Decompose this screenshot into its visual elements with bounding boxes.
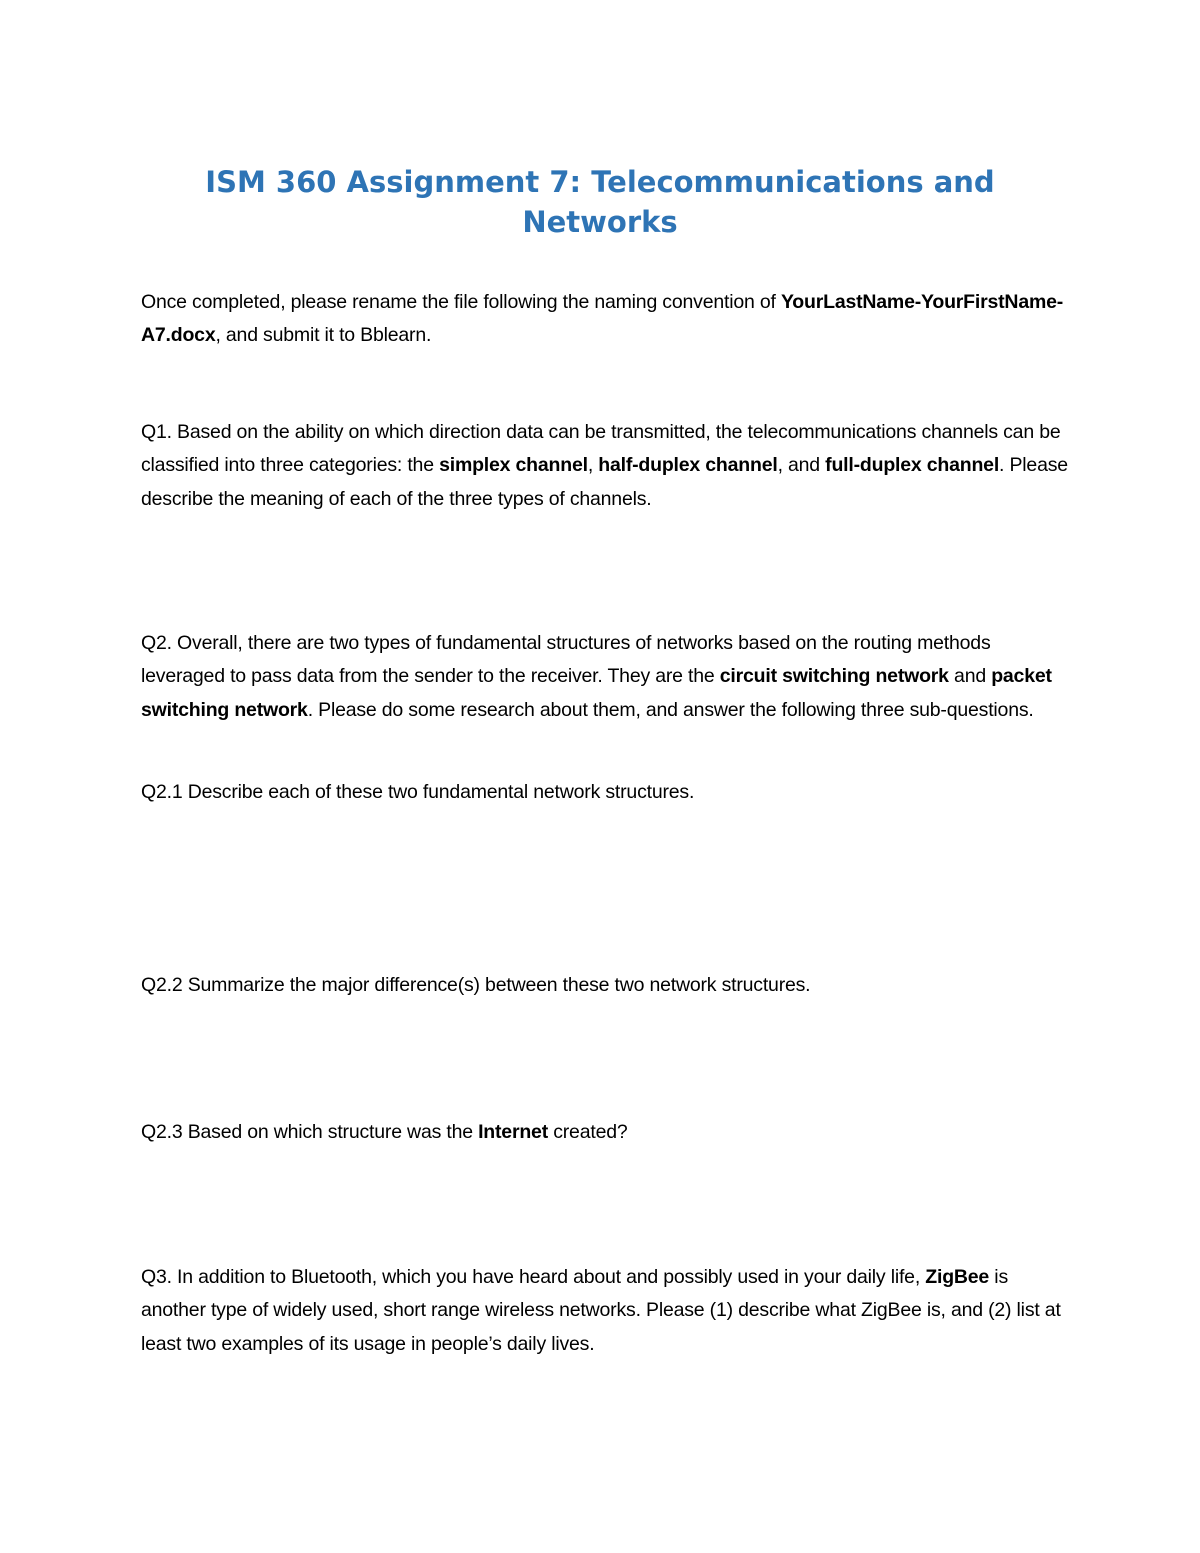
question-2 [141, 627, 1071, 727]
q2-text-1: Q2. Overall, there are two types of fundamental structures of networks based on the routing methods leveraged to pass data from the sender to the receiver. They are the [141, 632, 991, 688]
file-name-convention: YourLastName-YourFirstName-A7.docx [141, 291, 1064, 347]
intro-text-2: , and submit it to Bblearn. [215, 324, 432, 347]
question-3 [141, 1261, 1071, 1361]
intro-paragraph [141, 286, 1071, 353]
q3-term-zigbee: ZigBee [925, 1266, 990, 1288]
q1-text-4: . Please describe the meaning of each of the three types of channels. [141, 454, 1068, 510]
q3-text-2: is another type of widely used, short range wireless networks. Please (1) describe what ZigBee is, and (2) list at least two examples of its usage in people’s daily lives. [141, 1266, 1061, 1355]
document-title [100, 162, 1100, 242]
q1-term-half-duplex: half-duplex channel [598, 454, 778, 477]
q1-text-2: , [587, 454, 599, 477]
q1-text-1: Q1. Based on the ability on which direction data can be transmitted, the telecommunications channels can be classified into three categories: the [141, 421, 1061, 477]
question-2-3 [141, 1116, 1071, 1149]
q23-term-internet: Internet [478, 1121, 548, 1143]
question-1 [141, 416, 1071, 516]
q2-term-circuit: circuit switching network [719, 665, 949, 688]
title-line-2: Networks [522, 205, 678, 239]
title-line-1: ISM 360 Assignment 7: Telecommunications and [205, 165, 995, 199]
intro-text-1: Once completed, please rename the file following the naming convention of [141, 291, 781, 313]
q1-term-simplex: simplex channel [439, 454, 588, 477]
q23-text-2: created? [548, 1121, 628, 1143]
question-2-2: Q2.2 Summarize the major difference(s) between these two network structures. [141, 974, 811, 996]
q3-text-1: Q3. In addition to Bluetooth, which you have heard about and possibly used in your daily life, [141, 1266, 926, 1288]
q23-text-1: Q2.3 Based on which structure was the [141, 1121, 479, 1143]
q2-text-2: and [948, 665, 992, 688]
q2-term-packet: packet switching network [141, 665, 1052, 721]
question-2-1: Q2.1 Describe each of these two fundamental network structures. [141, 781, 695, 803]
q1-term-full-duplex: full-duplex channel [825, 454, 1000, 477]
q2-text-3: . Please do some research about them, and answer the following three sub-questions. [307, 698, 1034, 721]
q1-text-3: , and [777, 454, 826, 477]
